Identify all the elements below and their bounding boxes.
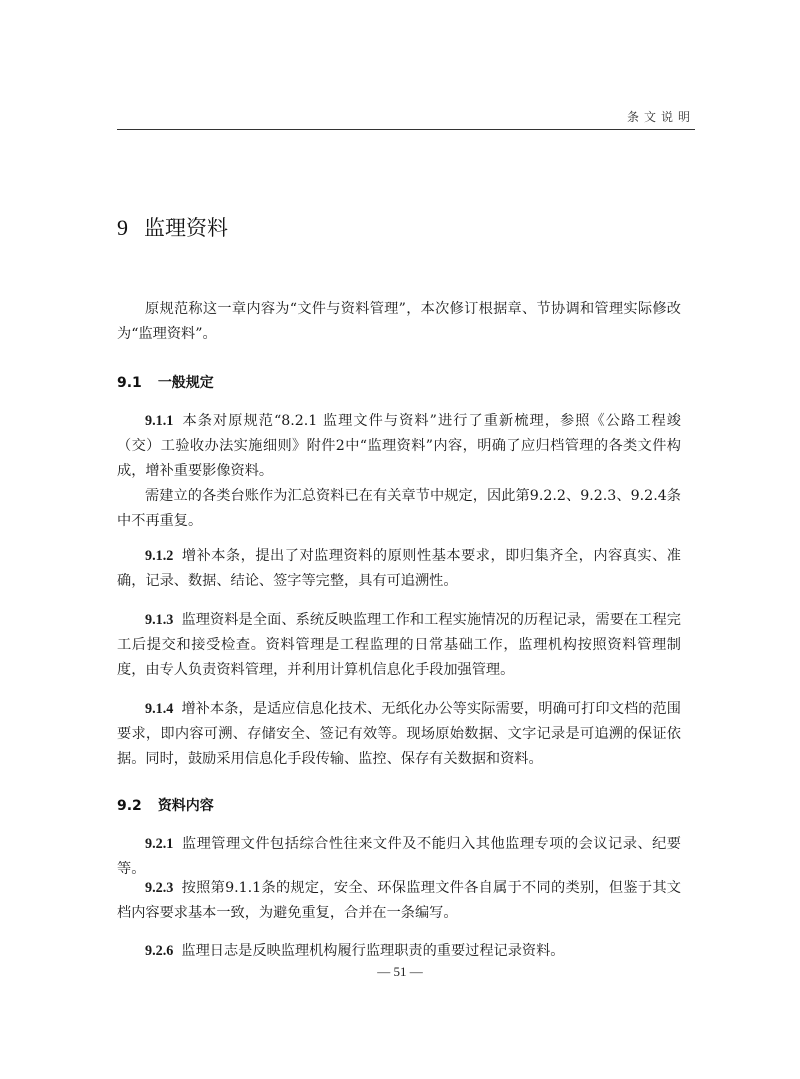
clause-label: 9.2.6 [145,943,174,959]
section-number: 9.2 [117,798,142,814]
clause-text: 增补本条，是适应信息化技术、无纸化办公等实际需要，明确可打印文档的范围要求，即内容可溯、存储安全、签记有效等。现场原始数据、文字记录是可追溯的保证依据。同时，鼓励采用信息化手段传输、监控、保存有关数据和资料。 [117,701,681,767]
intro-paragraph: 原规范称这一章内容为“文件与资料管理”，本次修订根据章、节协调和管理实际修改为“监理资料”。 [117,301,681,342]
clause-text: 监理资料是全面、系统反映监理工作和工程实施情况的历程记录，需要在工程完工后提交和接受检查。资料管理是工程监理的日常基础工作，监理机构按照资料管理制度，由专人负责资料管理，并利用计算机信息化手段加强管理。 [117,612,681,678]
clause-label: 9.1.2 [145,548,174,564]
clause-label: 9.2.1 [145,836,174,852]
clause-label: 9.1.1 [145,413,174,429]
clause-9-2-6 [117,939,681,964]
clause-text: 本条对原规范“8.2.1 监理文件与资料”进行了重新梳理，参照《公路工程竣（交）工验收办法实施细则》附件2中“监理资料”内容，明确了应归档管理的各类文件构成，增补重要影像资料。 [117,413,681,479]
clause-text: 监理日志是反映监理机构履行监理职责的重要过程记录资料。 [181,943,565,959]
section-number: 9.1 [117,375,142,391]
clause-text: 增补本条，提出了对监理资料的原则性基本要求，即归集齐全，内容真实、准确，记录、数据、结论、签字等完整，具有可追溯性。 [117,548,681,589]
clause-9-2-3 [117,876,681,926]
clause-9-1-3 [117,608,681,683]
header-divider [117,129,695,130]
running-header-title: 条文说明 [626,110,695,124]
clause-9-1-1-continued [117,484,681,534]
clause-text: 监理管理文件包括综合性往来文件及不能归入其他监理专项的会议记录、纪要等。 [117,836,681,877]
chapter-number: 9 [117,215,128,240]
clause-9-1-2 [117,544,681,594]
clause-9-1-1 [117,409,681,484]
clause-9-1-4 [117,697,681,772]
clause-label: 9.1.4 [145,701,174,717]
section-heading-9-1 [117,372,214,392]
clause-label: 9.1.3 [145,612,174,628]
section-title: 一般规定 [157,375,214,391]
clause-9-2-1 [117,832,681,882]
clause-label: 9.2.3 [145,880,174,896]
chapter-heading [117,212,228,242]
section-heading-9-2 [117,795,214,815]
clause-text: 按照第9.1.1条的规定，安全、环保监理文件各自属于不同的类别，但鉴于其文档内容要求基本一致，为避免重复，合并在一条编写。 [117,880,681,921]
chapter-title: 监理资料 [144,216,228,240]
page-number: — 51 — [377,964,423,979]
clause-text: 需建立的各类台账作为汇总资料已在有关章节中规定，因此第9.2.2、9.2.3、9.2.4条中不再重复。 [117,488,681,529]
section-title: 资料内容 [157,798,214,814]
